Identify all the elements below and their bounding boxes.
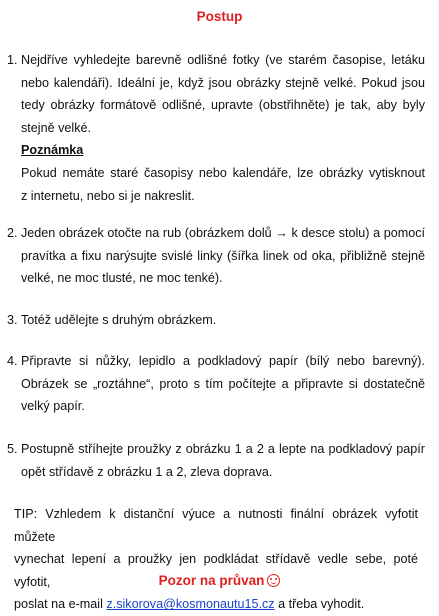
tip-line: TIP: Vzhledem k distanční výuce a nutnosti finální obrázek vyfotit můžete [14,507,418,544]
step-line: tedy obrázky formátově odlišné, upravte (obstřihněte) je tak, aby byly [21,98,425,113]
step-line: opět střídavě z obrázku 1 a 2, zleva doprava. [21,464,273,479]
email-link[interactable]: z.sikorova@kosmonautu15.cz [106,597,275,612]
step-number: 3. [7,313,18,327]
step-line: Nejdříve vyhledejte barevně odlišné fotky (ve starém časopise, letáku [21,53,425,67]
step-line: Totéž udělejte s druhým obrázkem. [21,313,217,327]
page-title: Postup [196,9,243,24]
step-line: velké, ne moc tlusté, ne moc tenké). [21,271,223,286]
tip-line: vynechat lepení a proužky jen podkládat střídavě vedle sebe, poté vyfotit, [14,552,418,589]
footer-text: Pozor na průvan [158,573,265,588]
dizzy-face-icon [267,574,280,587]
tip-block [14,503,418,616]
step-1 [7,49,425,207]
step-line: nebo kalendáři). Ideální je, když jsou obrázky stejně velké. Pokud jsou [21,75,425,90]
step-line: Obrázek se „roztáhne“, proto s tím počítejte a připravte si dostatečně [21,376,425,391]
note-heading: Poznámka [21,143,84,158]
note-line: z internetu, nebo si je nakreslit. [21,188,195,203]
step-3 [7,309,425,332]
step-line: Jeden obrázek otočte na rub (obrázkem dolů → k desce stolu) a pomocí [21,226,425,240]
tip-text: poslat na e-mail [14,597,107,612]
tip-line [14,593,418,616]
step-line: pravítka a fixu narýsujte svislé linky (šířka linek od oka, přibližně stejně [21,248,425,263]
step-number: 5. [7,442,18,456]
step-2 [7,222,425,290]
step-number: 2. [7,226,18,240]
step-line: velký papír. [21,399,85,414]
footer-warning [0,573,439,588]
note-line: Pokud nemáte staré časopisy nebo kalendáře, lze obrázky vytisknout [21,165,425,180]
step-number: 1. [7,53,18,67]
step-number: 4. [7,354,18,368]
step-4 [7,350,425,418]
step-line: Připravte si nůžky, lepidlo a podkladový papír (bílý nebo barevný). [21,354,425,368]
tip-text: a třeba vyhodit. [274,597,365,612]
step-5 [7,438,425,483]
step-line: Postupně stříhejte proužky z obrázku 1 a 2 a lepte na podkladový papír [21,442,425,456]
step-line: stejně velké. [21,120,92,135]
